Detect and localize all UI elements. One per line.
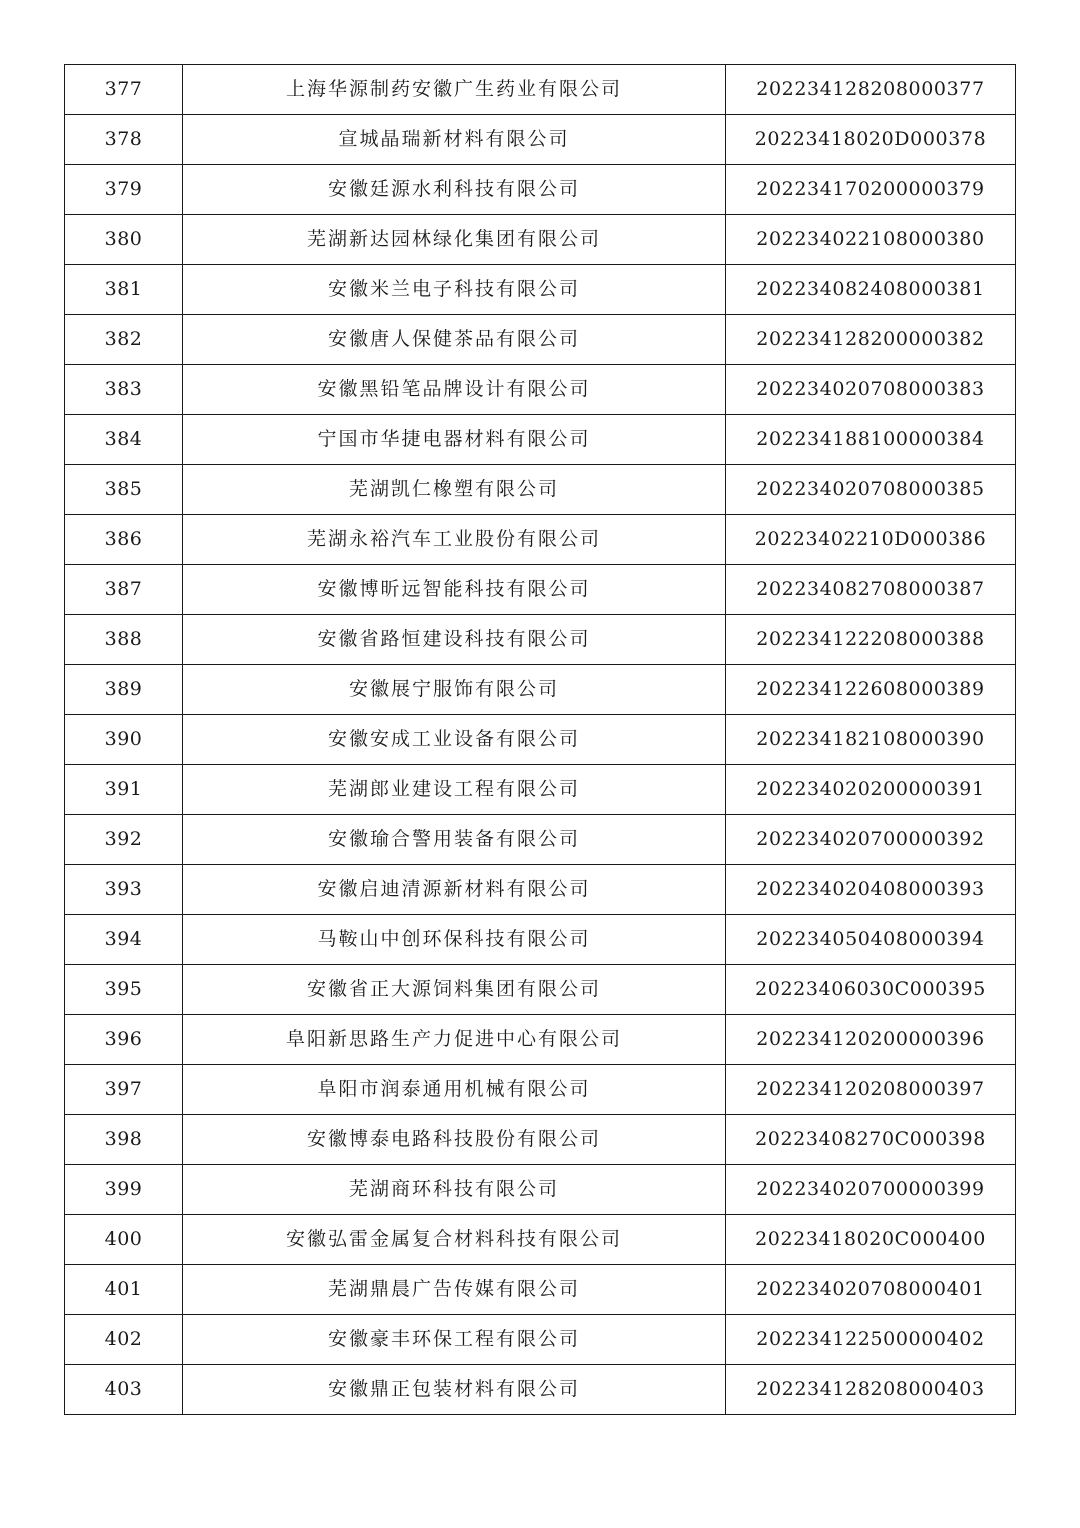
row-number-cell: 399 xyxy=(65,1165,183,1215)
table-row xyxy=(65,1165,1016,1215)
company-name-cell: 芜湖郎业建设工程有限公司 xyxy=(183,765,726,815)
table-row xyxy=(65,515,1016,565)
table-row xyxy=(65,915,1016,965)
table-row xyxy=(65,865,1016,915)
company-name-cell: 安徽瑜合警用装备有限公司 xyxy=(183,815,726,865)
company-name-cell: 芜湖新达园林绿化集团有限公司 xyxy=(183,215,726,265)
registration-code-cell: 20223402210D000386 xyxy=(726,515,1016,565)
table-row xyxy=(65,665,1016,715)
table-row xyxy=(65,65,1016,115)
table-row xyxy=(65,1215,1016,1265)
table-body xyxy=(65,65,1016,1415)
table-row xyxy=(65,715,1016,765)
row-number-cell: 386 xyxy=(65,515,183,565)
table-row xyxy=(65,615,1016,665)
row-number-cell: 385 xyxy=(65,465,183,515)
row-number-cell: 395 xyxy=(65,965,183,1015)
company-name-cell: 安徽黑铅笔品牌设计有限公司 xyxy=(183,365,726,415)
table-row xyxy=(65,115,1016,165)
registration-code-cell: 202234122500000402 xyxy=(726,1315,1016,1365)
row-number-cell: 391 xyxy=(65,765,183,815)
company-name-cell: 阜阳新思路生产力促进中心有限公司 xyxy=(183,1015,726,1065)
table-row xyxy=(65,1115,1016,1165)
registration-code-cell: 202234120200000396 xyxy=(726,1015,1016,1065)
registration-code-cell: 202234128208000377 xyxy=(726,65,1016,115)
table-row xyxy=(65,1015,1016,1065)
registration-code-cell: 20223418020C000400 xyxy=(726,1215,1016,1265)
row-number-cell: 388 xyxy=(65,615,183,665)
registration-code-cell: 202234082708000387 xyxy=(726,565,1016,615)
table-row xyxy=(65,765,1016,815)
company-name-cell: 芜湖鼎晨广告传媒有限公司 xyxy=(183,1265,726,1315)
row-number-cell: 397 xyxy=(65,1065,183,1115)
registration-code-cell: 20223406030C000395 xyxy=(726,965,1016,1015)
row-number-cell: 377 xyxy=(65,65,183,115)
registration-code-cell: 202234122208000388 xyxy=(726,615,1016,665)
registration-code-cell: 202234022108000380 xyxy=(726,215,1016,265)
row-number-cell: 387 xyxy=(65,565,183,615)
company-name-cell: 宁国市华捷电器材料有限公司 xyxy=(183,415,726,465)
company-name-cell: 上海华源制药安徽广生药业有限公司 xyxy=(183,65,726,115)
company-name-cell: 安徽唐人保健茶品有限公司 xyxy=(183,315,726,365)
registration-code-cell: 202234182108000390 xyxy=(726,715,1016,765)
company-list-table xyxy=(64,64,1016,1415)
row-number-cell: 389 xyxy=(65,665,183,715)
registration-code-cell: 202234188100000384 xyxy=(726,415,1016,465)
table-row xyxy=(65,465,1016,515)
table-row xyxy=(65,1365,1016,1415)
company-name-cell: 安徽鼎正包装材料有限公司 xyxy=(183,1365,726,1415)
company-name-cell: 安徽博泰电路科技股份有限公司 xyxy=(183,1115,726,1165)
registration-code-cell: 202234020408000393 xyxy=(726,865,1016,915)
table-row xyxy=(65,365,1016,415)
row-number-cell: 383 xyxy=(65,365,183,415)
company-name-cell: 马鞍山中创环保科技有限公司 xyxy=(183,915,726,965)
registration-code-cell: 202234020708000401 xyxy=(726,1265,1016,1315)
registration-code-cell: 202234082408000381 xyxy=(726,265,1016,315)
row-number-cell: 384 xyxy=(65,415,183,465)
company-name-cell: 安徽廷源水利科技有限公司 xyxy=(183,165,726,215)
table-row xyxy=(65,565,1016,615)
row-number-cell: 398 xyxy=(65,1115,183,1165)
table-row xyxy=(65,215,1016,265)
row-number-cell: 382 xyxy=(65,315,183,365)
row-number-cell: 390 xyxy=(65,715,183,765)
registration-code-cell: 202234128200000382 xyxy=(726,315,1016,365)
row-number-cell: 392 xyxy=(65,815,183,865)
registration-code-cell: 202234170200000379 xyxy=(726,165,1016,215)
company-name-cell: 安徽豪丰环保工程有限公司 xyxy=(183,1315,726,1365)
table-row xyxy=(65,265,1016,315)
row-number-cell: 379 xyxy=(65,165,183,215)
registration-code-cell: 202234020700000392 xyxy=(726,815,1016,865)
row-number-cell: 394 xyxy=(65,915,183,965)
row-number-cell: 402 xyxy=(65,1315,183,1365)
company-name-cell: 宣城晶瑞新材料有限公司 xyxy=(183,115,726,165)
registration-code-cell: 202234020708000383 xyxy=(726,365,1016,415)
table-row xyxy=(65,415,1016,465)
table-row xyxy=(65,315,1016,365)
table-row xyxy=(65,1315,1016,1365)
company-name-cell: 安徽弘雷金属复合材料科技有限公司 xyxy=(183,1215,726,1265)
registration-code-cell: 202234050408000394 xyxy=(726,915,1016,965)
registration-code-cell: 202234020708000385 xyxy=(726,465,1016,515)
table-row xyxy=(65,815,1016,865)
table-row xyxy=(65,1265,1016,1315)
registration-code-cell: 202234120208000397 xyxy=(726,1065,1016,1115)
row-number-cell: 403 xyxy=(65,1365,183,1415)
row-number-cell: 381 xyxy=(65,265,183,315)
company-name-cell: 安徽省正大源饲料集团有限公司 xyxy=(183,965,726,1015)
company-name-cell: 芜湖凯仁橡塑有限公司 xyxy=(183,465,726,515)
company-name-cell: 安徽安成工业设备有限公司 xyxy=(183,715,726,765)
company-name-cell: 安徽展宁服饰有限公司 xyxy=(183,665,726,715)
row-number-cell: 400 xyxy=(65,1215,183,1265)
company-name-cell: 安徽省路恒建设科技有限公司 xyxy=(183,615,726,665)
registration-code-cell: 202234128208000403 xyxy=(726,1365,1016,1415)
registration-code-cell: 20223418020D000378 xyxy=(726,115,1016,165)
table-row xyxy=(65,165,1016,215)
company-name-cell: 安徽启迪清源新材料有限公司 xyxy=(183,865,726,915)
registration-code-cell: 202234020200000391 xyxy=(726,765,1016,815)
table-row xyxy=(65,1065,1016,1115)
company-name-cell: 安徽博昕远智能科技有限公司 xyxy=(183,565,726,615)
table-row xyxy=(65,965,1016,1015)
company-name-cell: 芜湖商环科技有限公司 xyxy=(183,1165,726,1215)
registration-code-cell: 20223408270C000398 xyxy=(726,1115,1016,1165)
row-number-cell: 396 xyxy=(65,1015,183,1065)
company-name-cell: 阜阳市润泰通用机械有限公司 xyxy=(183,1065,726,1115)
row-number-cell: 393 xyxy=(65,865,183,915)
row-number-cell: 380 xyxy=(65,215,183,265)
company-name-cell: 芜湖永裕汽车工业股份有限公司 xyxy=(183,515,726,565)
company-name-cell: 安徽米兰电子科技有限公司 xyxy=(183,265,726,315)
row-number-cell: 378 xyxy=(65,115,183,165)
registration-code-cell: 202234020700000399 xyxy=(726,1165,1016,1215)
registration-code-cell: 202234122608000389 xyxy=(726,665,1016,715)
row-number-cell: 401 xyxy=(65,1265,183,1315)
